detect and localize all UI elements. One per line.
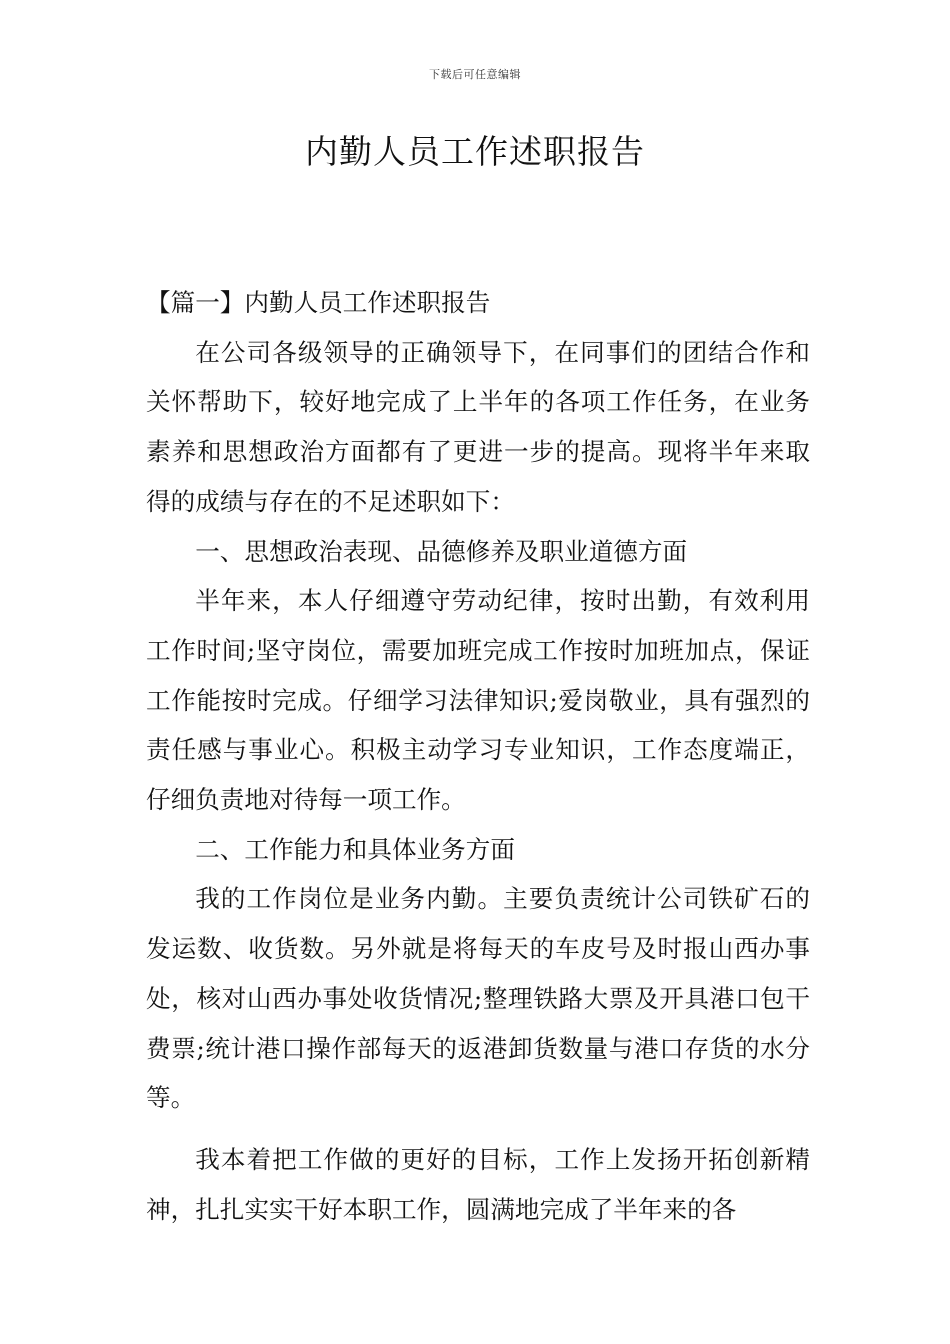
- section-heading: 【篇一】内勤人员工作述职报告: [146, 288, 491, 317]
- paragraph-political: 半年来，本人仔细遵守劳动纪律，按时出勤，有效利用工作时间;坚守岗位，需要加班完成工作按时加班加点，保证工作能按时完成。仔细学习法律知识;爱岗敬业，具有强烈的责任感与事业心。积极主动学习专业知识，工作态度端正，仔细负责地对待每一项工作。: [146, 586, 810, 815]
- document-body: [146, 278, 810, 1234]
- paragraph-work-duties: 我的工作岗位是业务内勤。主要负责统计公司铁矿石的发运数、收货数。另外就是将每天的车皮号及时报山西办事处，核对山西办事处收货情况;整理铁路大票及开具港口包干费票;统计港口操作部每天的返港卸货数量与港口存货的水分等。: [146, 884, 810, 1113]
- subheading-work-ability: 二、工作能力和具体业务方面: [195, 834, 515, 864]
- header-note: 下载后可任意编辑: [429, 68, 521, 81]
- paragraph-intro: 在公司各级领导的正确领导下，在同事们的团结合作和关怀帮助下，较好地完成了上半年的各项工作任务，在业务素养和思想政治方面都有了更进一步的提高。现将半年来取得的成绩与存在的不足述职如下：: [146, 337, 810, 516]
- subheading-political: 一、思想政治表现、品德修养及职业道德方面: [195, 536, 688, 566]
- paragraph-work-attitude: 我本着把工作做的更好的目标，工作上发扬开拓创新精神，扎扎实实干好本职工作，圆满地完成了半年来的各: [146, 1144, 810, 1224]
- document-title: 内勤人员工作述职报告: [305, 132, 645, 171]
